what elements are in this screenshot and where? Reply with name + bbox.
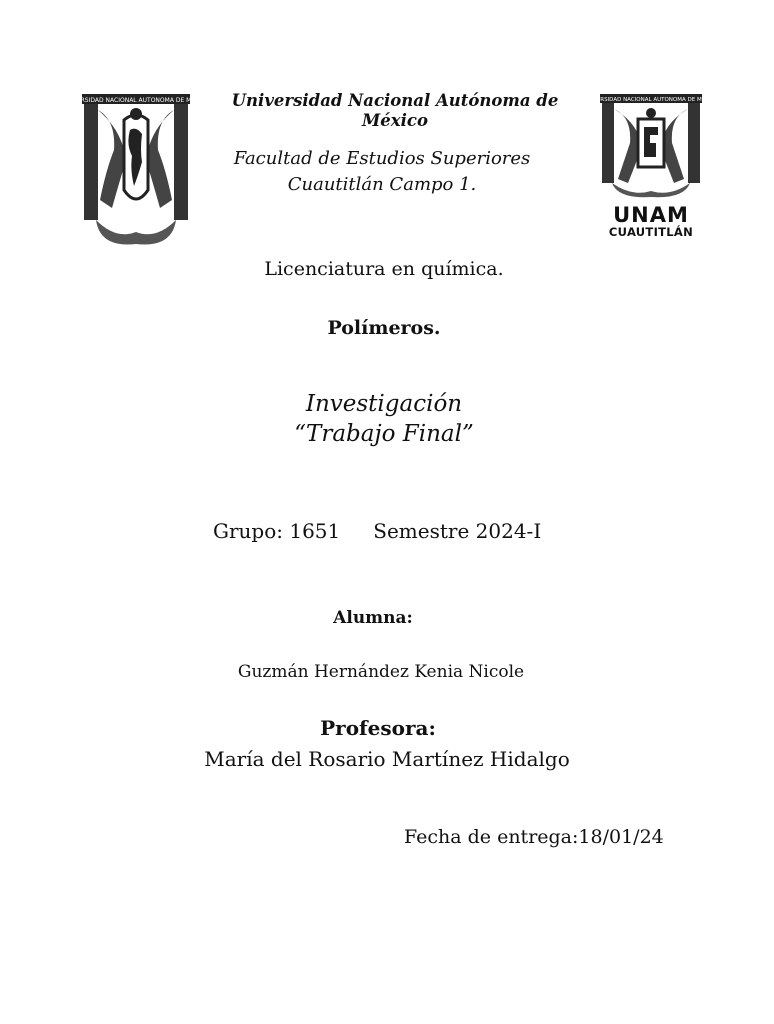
unam-coat-of-arms-icon [62,90,210,252]
degree-title: Licenciatura en química. [264,258,504,280]
semester-label: Semestre 2024-I [373,519,542,543]
student-name: Guzmán Hernández Kenia Nicole [237,662,525,682]
university-name: Universidad Nacional Autónoma de México [231,91,559,130]
faculty-line-1: Facultad de Estudios Superiores [233,148,531,169]
group-label: Grupo: 1651 [213,519,341,543]
unam-cuautitlan-logo [583,91,719,239]
teacher-label: Profesora: [320,716,436,740]
subject-title: Polímeros. [327,317,441,339]
group-semester-line [213,519,541,543]
unam-cuautitlan-logo-icon [583,91,719,199]
logo-text-unam: UNAM [613,203,689,227]
teacher-name: María del Rosario Martínez Hidalgo [204,747,570,771]
work-type: Investigación [305,391,463,417]
faculty-line-2: Cuautitlán Campo 1. [287,174,477,195]
work-name: “Trabajo Final” [294,421,474,447]
svg-text:UNIVERSIDAD NACIONAL AUTONOMA: UNIVERSIDAD NACIONAL AUTONOMA DE MEXICO [583,97,719,103]
faculty-name [222,146,542,198]
logo-text-cuautitlan: CUAUTITLÁN [608,225,694,239]
work-title [0,389,768,449]
svg-text:UNIVERSIDAD NACIONAL AUTONOMA: UNIVERSIDAD NACIONAL AUTONOMA DE MEXICO [62,97,210,104]
student-label: Alumna: [333,608,413,628]
delivery-date: Fecha de entrega:18/01/24 [404,826,664,848]
